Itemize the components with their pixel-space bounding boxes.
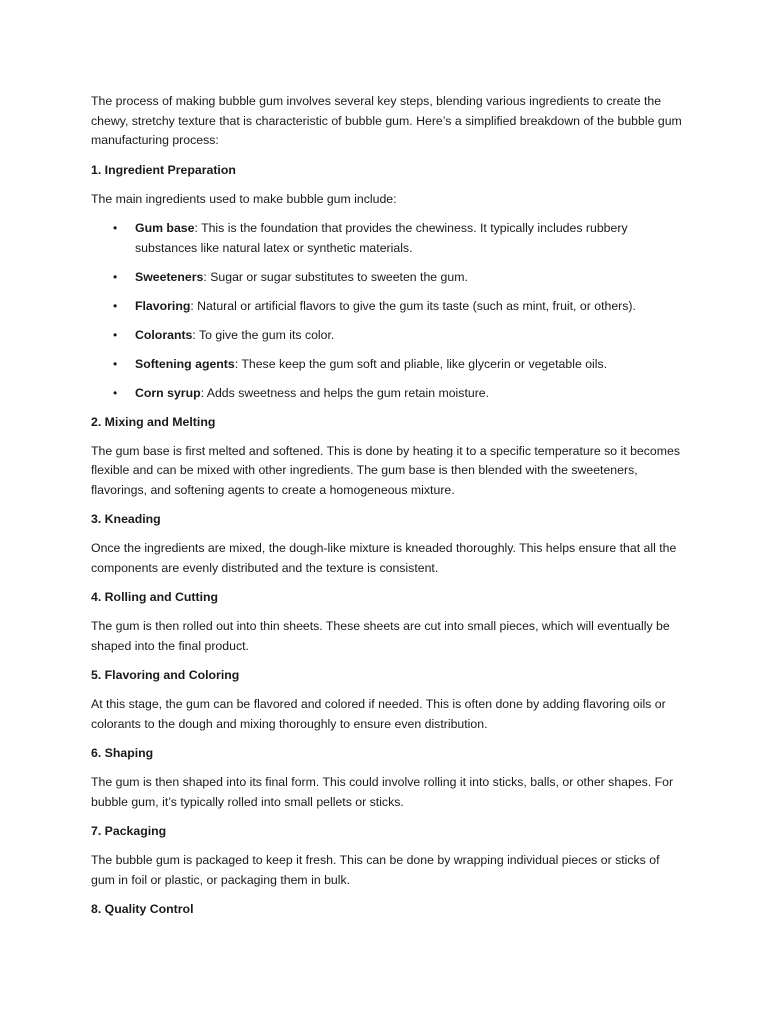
section-heading-shaping: 6. Shaping <box>91 746 154 760</box>
section-text-packaging: The bubble gum is packaged to keep it fresh. This can be done by wrapping individual pieces or sticks of gum in foil or plastic, or packaging them in bulk. <box>91 853 660 887</box>
list-item <box>91 297 683 317</box>
list-item <box>91 219 683 258</box>
list-item-desc: : Sugar or sugar substitutes to sweeten the gum. <box>203 269 468 284</box>
section-heading-quality-control: 8. Quality Control <box>91 902 194 916</box>
document-page <box>91 92 683 929</box>
list-item <box>91 268 683 288</box>
list-item <box>91 384 683 404</box>
section-text-shaping: The gum is then shaped into its final form. This could involve rolling it into sticks, balls, or other shapes. For bubble gum, it’s typically rolled into small pellets or sticks. <box>91 775 674 809</box>
section-heading-rolling-and-cutting: 4. Rolling and Cutting <box>91 590 219 604</box>
list-item-term: Colorants <box>135 327 193 342</box>
section-text-kneading: Once the ingredients are mixed, the dough-like mixture is kneaded thoroughly. This helps ensure that all the components are evenly distributed and the texture is consistent. <box>91 541 677 575</box>
list-item-desc: : Adds sweetness and helps the gum retain moisture. <box>200 385 490 400</box>
list-item <box>91 355 683 375</box>
section-text-flavoring-and-coloring: At this stage, the gum can be flavored and colored if needed. This is often done by adding flavoring oils or colorants to the dough and mixing thoroughly to ensure even distribution. <box>91 697 666 731</box>
ingredient-list <box>91 219 683 403</box>
section-heading-packaging: 7. Packaging <box>91 824 167 838</box>
section-text-rolling-and-cutting: The gum is then rolled out into thin sheets. These sheets are cut into small pieces, which will eventually be shaped into the final product. <box>91 619 670 653</box>
list-item-term: Corn syrup <box>135 385 201 400</box>
section-heading-ingredient-preparation: 1. Ingredient Preparation <box>91 162 236 177</box>
list-item-term: Gum base <box>135 221 195 235</box>
list-item-term: Flavoring <box>135 298 191 313</box>
list-item <box>91 326 683 346</box>
section-heading-kneading: 3. Kneading <box>91 512 161 526</box>
list-item-desc: : To give the gum its color. <box>192 327 335 342</box>
section-text-mixing-and-melting: The gum base is first melted and softened. This is done by heating it to a specific temperature so it becomes flexible and can be mixed with other ingredients. The gum base is then blended with the sweeteners, flavorings, and softening agents to create a homogeneous mixture. <box>91 443 680 497</box>
list-item-desc: : These keep the gum soft and pliable, like glycerin or vegetable oils. <box>234 356 608 371</box>
list-item-desc: : Natural or artificial flavors to give the gum its taste (such as mint, fruit, or others). <box>190 298 636 313</box>
section-heading-flavoring-and-coloring: 5. Flavoring and Coloring <box>91 668 240 682</box>
list-item-term: Sweeteners <box>135 269 204 284</box>
intro-paragraph: The process of making bubble gum involves several key steps, blending various ingredients to create the chewy, stretchy texture that is characteristic of bubble gum. Here’s a simplified breakdown of the bubble gum manufacturing process: <box>91 94 682 147</box>
list-item-desc: : This is the foundation that provides the chewiness. It typically includes rubbery substances like natural latex or synthetic materials. <box>135 221 628 255</box>
section-text-ingredient-preparation: The main ingredients used to make bubble gum include: <box>91 191 397 206</box>
section-heading-mixing-and-melting: 2. Mixing and Melting <box>91 414 216 429</box>
list-item-term: Softening agents <box>135 356 235 371</box>
